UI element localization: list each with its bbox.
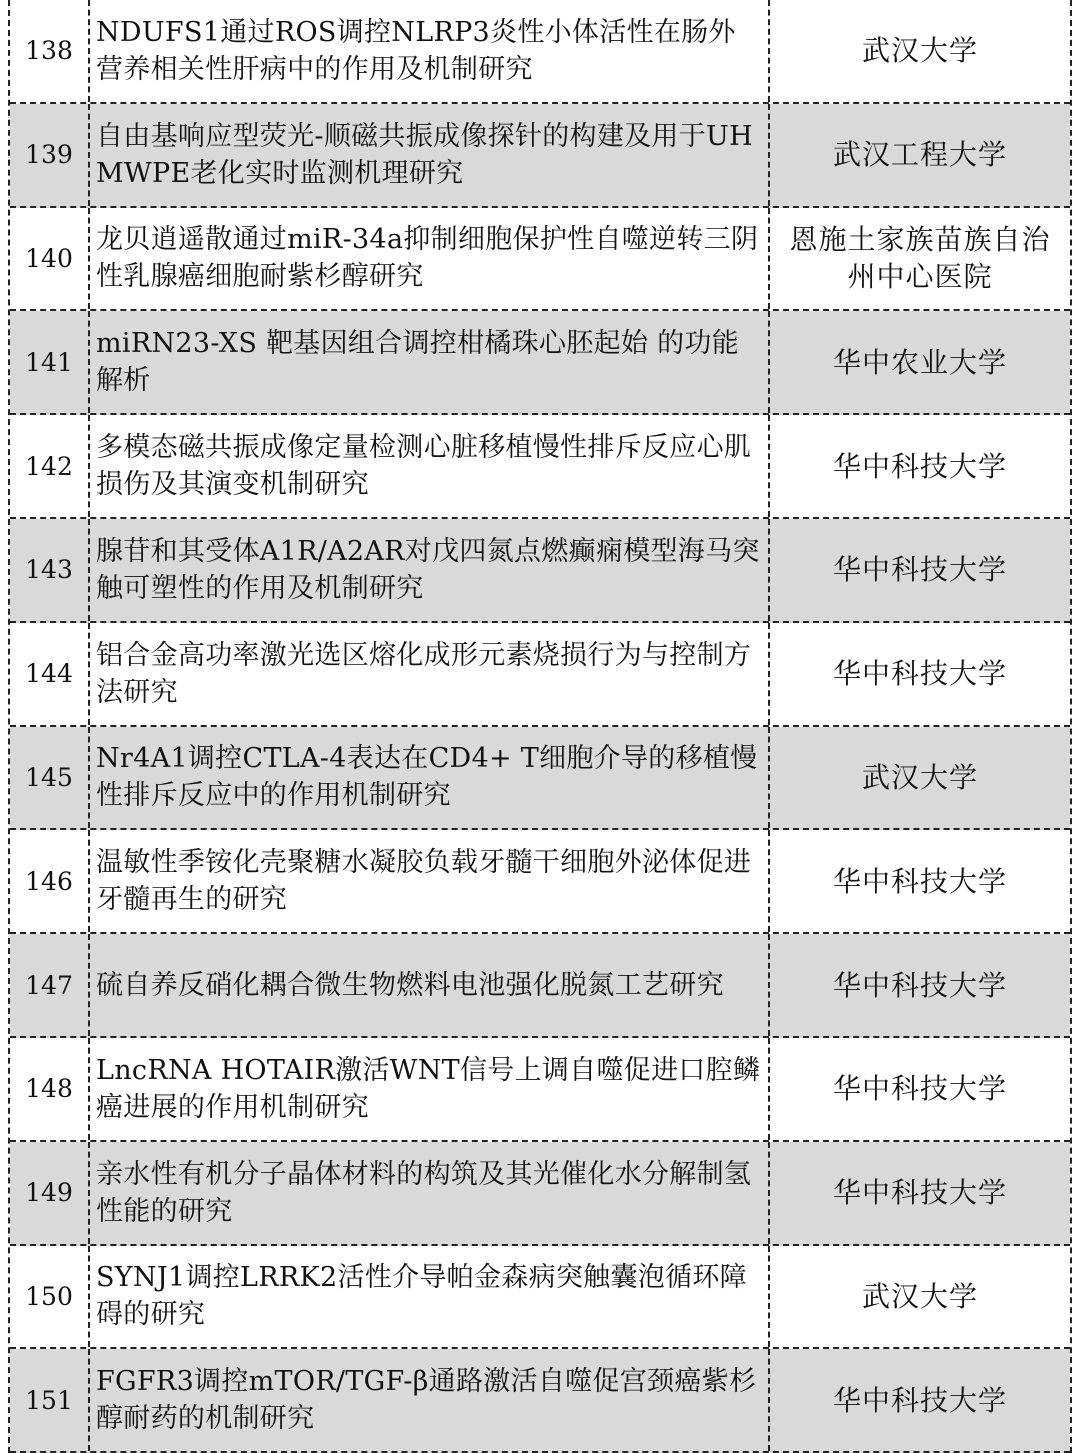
row-number: 144 [10,623,90,725]
table-row [10,104,1070,208]
table-row [10,519,1070,623]
institution: 华中农业大学 [832,345,1007,379]
table-row [10,0,1070,104]
row-number: 147 [10,934,90,1036]
table-row [10,623,1070,727]
institution: 华中科技大学 [832,657,1007,691]
institution: 华中科技大学 [832,968,1007,1002]
institution: 恩施土家族苗族自治州中心医院 [789,223,1051,294]
table-row [10,208,1070,312]
table-row [10,311,1070,415]
institution: 武汉大学 [861,760,978,794]
row-number: 150 [10,1246,90,1348]
table-row [10,415,1070,519]
project-title: 多模态磁共振成像定量检测心脏移植慢性排斥反应心肌损伤及其演变机制研究 [90,415,770,517]
row-number: 145 [10,727,90,829]
row-number: 139 [10,104,90,206]
institution: 华中科技大学 [832,864,1007,898]
row-number: 151 [10,1349,90,1451]
table-row [10,830,1070,934]
table-row [10,934,1070,1038]
table-row [10,1349,1070,1453]
project-title: LncRNA HOTAIR激活WNT信号上调自噬促进口腔鳞癌进展的作用机制研究 [90,1038,770,1140]
row-number: 138 [10,0,90,102]
row-number: 142 [10,415,90,517]
institution: 武汉工程大学 [832,138,1007,172]
project-title: miRN23-XS 靶基因组合调控柑橘珠心胚起始 的功能解析 [90,311,770,413]
project-title: 温敏性季铵化壳聚糖水凝胶负载牙髓干细胞外泌体促进牙髓再生的研究 [90,830,770,932]
row-number: 149 [10,1142,90,1244]
institution: 华中科技大学 [832,553,1007,587]
project-title: 龙贝逍遥散通过miR-34a抑制细胞保护性自噬逆转三阴性乳腺癌细胞耐紫杉醇研究 [90,208,770,310]
row-number: 141 [10,311,90,413]
table-row [10,727,1070,831]
project-title: 腺苷和其受体A1R/A2AR对戊四氮点燃癫痫模型海马突触可塑性的作用及机制研究 [90,519,770,621]
row-number: 140 [10,208,90,310]
project-title: 亲水性有机分子晶体材料的构筑及其光催化水分解制氢性能的研究 [90,1142,770,1244]
row-number: 148 [10,1038,90,1140]
institution: 华中科技大学 [832,1072,1007,1106]
project-title: 铝合金高功率激光选区熔化成形元素烧损行为与控制方法研究 [90,623,770,725]
table-row [10,1038,1070,1142]
project-title: 硫自养反硝化耦合微生物燃料电池强化脱氮工艺研究 [90,934,770,1036]
table-row [10,1246,1070,1350]
project-title: NDUFS1通过ROS调控NLRP3炎性小体活性在肠外营养相关性肝病中的作用及机制研究 [90,0,770,102]
institution: 武汉大学 [861,34,978,68]
project-title: SYNJ1调控LRRK2活性介导帕金森病突触囊泡循环障碍的研究 [90,1246,770,1348]
institution: 华中科技大学 [832,449,1007,483]
project-title: 自由基响应型荧光-顺磁共振成像探针的构建及用于UHMWPE老化实时监测机理研究 [90,104,770,206]
project-title: Nr4A1调控CTLA-4表达在CD4+ T细胞介导的移植慢性排斥反应中的作用机制研究 [90,727,770,829]
institution: 武汉大学 [861,1279,978,1313]
institution: 华中科技大学 [832,1383,1007,1417]
table-row [10,1142,1070,1246]
row-number: 146 [10,830,90,932]
row-number: 143 [10,519,90,621]
institution: 华中科技大学 [832,1176,1007,1210]
project-table [8,0,1072,1453]
project-title: FGFR3调控mTOR/TGF-β通路激活自噬促宫颈癌紫杉醇耐药的机制研究 [90,1349,770,1451]
